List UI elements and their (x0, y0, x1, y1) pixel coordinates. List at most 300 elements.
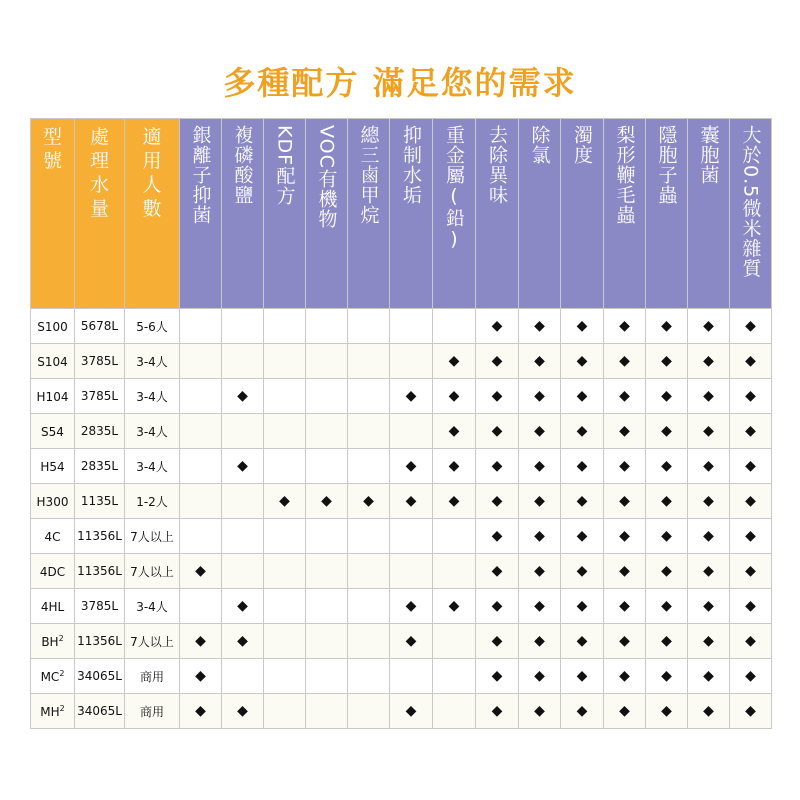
feature-cell (264, 519, 306, 554)
header-feature-label: 去除異味 (486, 125, 508, 205)
feature-cell (730, 519, 772, 554)
diamond-icon: ◆ (703, 458, 714, 474)
feature-cell (519, 694, 561, 729)
feature-cell (688, 309, 730, 344)
feature-cell (180, 624, 222, 659)
feature-cell (688, 659, 730, 694)
feature-cell (348, 309, 390, 344)
capacity-cell: 34065L (75, 694, 125, 729)
feature-cell (180, 659, 222, 694)
diamond-icon: ◆ (703, 598, 714, 614)
header-feature-label: 總三鹵甲烷 (357, 125, 380, 225)
diamond-icon: ◆ (576, 598, 588, 614)
table-body (31, 309, 772, 729)
feature-cell (433, 309, 476, 344)
model-cell (31, 554, 75, 589)
feature-cell (264, 379, 306, 414)
feature-cell (264, 624, 306, 659)
diamond-icon: ◆ (576, 563, 588, 579)
feature-cell (348, 624, 390, 659)
feature-cell (390, 344, 433, 379)
feature-cell (433, 659, 476, 694)
diamond-icon: ◆ (448, 493, 460, 509)
people-cell: 1-2人 (125, 484, 180, 519)
people-cell: 商用 (125, 659, 180, 694)
feature-cell (264, 449, 306, 484)
diamond-icon: ◆ (703, 703, 714, 719)
diamond-icon: ◆ (195, 703, 206, 719)
diamond-icon: ◆ (703, 353, 714, 369)
feature-cell (180, 379, 222, 414)
feature-cell (730, 414, 772, 449)
feature-cell (433, 484, 476, 519)
feature-cell (604, 659, 646, 694)
header-feature-label: KDF配方 (273, 125, 296, 207)
table-row (31, 554, 772, 589)
feature-cell (730, 659, 772, 694)
capacity-cell: 2835L (75, 414, 125, 449)
feature-cell (180, 519, 222, 554)
feature-cell (519, 309, 561, 344)
feature-cell (390, 414, 433, 449)
feature-cell (222, 484, 264, 519)
feature-cell (646, 659, 688, 694)
diamond-icon: ◆ (661, 703, 672, 719)
diamond-icon: ◆ (534, 528, 545, 544)
feature-cell (433, 554, 476, 589)
diamond-icon: ◆ (703, 668, 714, 684)
feature-cell (222, 414, 264, 449)
feature-cell (476, 414, 519, 449)
feature-cell (688, 554, 730, 589)
feature-cell (306, 414, 348, 449)
diamond-icon: ◆ (405, 633, 417, 649)
diamond-icon: ◆ (661, 458, 672, 474)
feature-cell (476, 379, 519, 414)
feature-cell (306, 624, 348, 659)
feature-cell (730, 309, 772, 344)
diamond-icon: ◆ (619, 458, 630, 474)
header-feature (348, 119, 390, 309)
diamond-icon: ◆ (576, 318, 588, 334)
feature-cell (519, 624, 561, 659)
feature-cell (222, 589, 264, 624)
feature-cell (306, 519, 348, 554)
feature-cell (519, 589, 561, 624)
model-name: 4HL (40, 599, 65, 614)
feature-cell (390, 659, 433, 694)
model-cell (31, 414, 75, 449)
model-name: S104 (37, 354, 68, 369)
feature-cell (348, 554, 390, 589)
feature-cell (348, 519, 390, 554)
header-feature (730, 119, 772, 309)
diamond-icon: ◆ (237, 388, 248, 404)
feature-cell (688, 589, 730, 624)
people-cell: 3-4人 (125, 379, 180, 414)
feature-cell (433, 694, 476, 729)
diamond-icon: ◆ (195, 633, 206, 649)
feature-cell (561, 519, 604, 554)
model-name: H300 (36, 494, 69, 509)
feature-cell (604, 309, 646, 344)
header-feature (561, 119, 604, 309)
feature-cell (561, 554, 604, 589)
feature-cell (306, 344, 348, 379)
diamond-icon: ◆ (661, 563, 672, 579)
diamond-icon: ◆ (745, 528, 756, 544)
feature-cell (180, 554, 222, 589)
diamond-icon: ◆ (703, 493, 714, 509)
feature-cell (519, 449, 561, 484)
people-cell: 7人以上 (125, 624, 180, 659)
diamond-icon: ◆ (534, 423, 545, 439)
diamond-icon: ◆ (405, 493, 417, 509)
diamond-icon: ◆ (279, 493, 290, 509)
people-cell: 3-4人 (125, 344, 180, 379)
table-row (31, 344, 772, 379)
model-name: H104 (36, 389, 69, 404)
people-cell: 7人以上 (125, 519, 180, 554)
feature-cell (476, 449, 519, 484)
diamond-icon: ◆ (661, 493, 672, 509)
feature-cell (180, 484, 222, 519)
feature-cell (730, 484, 772, 519)
diamond-icon: ◆ (745, 388, 756, 404)
feature-cell (519, 659, 561, 694)
diamond-icon: ◆ (576, 528, 588, 544)
diamond-icon: ◆ (745, 423, 756, 439)
diamond-icon: ◆ (491, 633, 503, 649)
feature-cell (390, 484, 433, 519)
header-people-label: 適用人數 (142, 126, 162, 220)
feature-cell (476, 659, 519, 694)
diamond-icon: ◆ (491, 668, 503, 684)
header-capacity (75, 119, 125, 309)
model-superscript: 2 (59, 703, 65, 713)
feature-cell (561, 449, 604, 484)
diamond-icon: ◆ (534, 353, 545, 369)
capacity-cell: 2835L (75, 449, 125, 484)
feature-cell (519, 554, 561, 589)
diamond-icon: ◆ (237, 458, 248, 474)
diamond-icon: ◆ (745, 318, 756, 334)
feature-cell (476, 519, 519, 554)
diamond-icon: ◆ (195, 563, 206, 579)
table-row (31, 624, 772, 659)
diamond-icon: ◆ (745, 668, 756, 684)
model-name: MC (40, 669, 60, 684)
feature-cell (433, 519, 476, 554)
diamond-icon: ◆ (619, 388, 630, 404)
diamond-icon: ◆ (576, 703, 588, 719)
feature-cell (306, 449, 348, 484)
capacity-cell: 5678L (75, 309, 125, 344)
diamond-icon: ◆ (534, 563, 545, 579)
model-name: H54 (40, 459, 65, 474)
feature-cell (646, 414, 688, 449)
header-capacity-label: 處理水量 (89, 126, 109, 220)
model-cell (31, 484, 75, 519)
feature-cell (476, 624, 519, 659)
capacity-cell: 3785L (75, 589, 125, 624)
feature-cell (561, 694, 604, 729)
feature-cell (730, 554, 772, 589)
header-feature-label: 隱胞子蟲 (655, 125, 678, 205)
model-cell (31, 624, 75, 659)
diamond-icon: ◆ (576, 388, 588, 404)
feature-cell (180, 694, 222, 729)
feature-cell (604, 519, 646, 554)
diamond-icon: ◆ (703, 633, 714, 649)
header-feature (519, 119, 561, 309)
diamond-icon: ◆ (619, 493, 630, 509)
feature-cell (222, 379, 264, 414)
feature-cell (646, 694, 688, 729)
header-feature-label: 梨形鞭毛蟲 (613, 125, 636, 225)
feature-cell (222, 554, 264, 589)
diamond-icon: ◆ (619, 353, 630, 369)
feature-cell (604, 379, 646, 414)
header-feature (222, 119, 264, 309)
model-name: 4C (44, 529, 61, 544)
feature-cell (730, 344, 772, 379)
model-cell (31, 659, 75, 694)
diamond-icon: ◆ (576, 633, 588, 649)
model-name: S100 (37, 319, 68, 334)
feature-cell (604, 414, 646, 449)
diamond-icon: ◆ (491, 528, 503, 544)
feature-cell (264, 659, 306, 694)
feature-cell (561, 344, 604, 379)
diamond-icon: ◆ (405, 388, 417, 404)
feature-cell (646, 344, 688, 379)
header-feature-label: 囊胞菌 (697, 125, 720, 185)
diamond-icon: ◆ (448, 423, 460, 439)
header-feature-label: 重金屬(鉛) (443, 125, 465, 251)
feature-cell (730, 379, 772, 414)
people-cell: 3-4人 (125, 449, 180, 484)
table-row (31, 659, 772, 694)
feature-cell (476, 484, 519, 519)
feature-cell (306, 589, 348, 624)
diamond-icon: ◆ (534, 598, 545, 614)
capacity-cell: 34065L (75, 659, 125, 694)
feature-cell (604, 554, 646, 589)
diamond-icon: ◆ (237, 598, 248, 614)
diamond-icon: ◆ (619, 318, 630, 334)
diamond-icon: ◆ (448, 598, 460, 614)
capacity-cell: 11356L (75, 519, 125, 554)
diamond-icon: ◆ (534, 493, 545, 509)
diamond-icon: ◆ (619, 633, 630, 649)
diamond-icon: ◆ (491, 388, 503, 404)
feature-cell (604, 484, 646, 519)
feature-cell (730, 449, 772, 484)
feature-cell (561, 659, 604, 694)
feature-cell (306, 379, 348, 414)
diamond-icon: ◆ (491, 563, 503, 579)
feature-cell (476, 589, 519, 624)
feature-cell (476, 694, 519, 729)
feature-cell (604, 694, 646, 729)
people-cell: 7人以上 (125, 554, 180, 589)
model-name: MH (40, 704, 60, 719)
feature-cell (390, 554, 433, 589)
feature-cell (646, 624, 688, 659)
feature-cell (348, 484, 390, 519)
capacity-cell: 11356L (75, 624, 125, 659)
diamond-icon: ◆ (661, 668, 672, 684)
diamond-icon: ◆ (491, 423, 503, 439)
people-cell: 3-4人 (125, 589, 180, 624)
people-cell: 商用 (125, 694, 180, 729)
feature-cell (264, 484, 306, 519)
feature-cell (646, 554, 688, 589)
diamond-icon: ◆ (363, 493, 374, 509)
diamond-icon: ◆ (661, 598, 672, 614)
diamond-icon: ◆ (405, 458, 417, 474)
feature-cell (433, 344, 476, 379)
feature-cell (348, 694, 390, 729)
diamond-icon: ◆ (237, 703, 248, 719)
diamond-icon: ◆ (448, 458, 460, 474)
feature-cell (604, 624, 646, 659)
feature-cell (730, 694, 772, 729)
feature-cell (646, 484, 688, 519)
diamond-icon: ◆ (745, 458, 756, 474)
capacity-cell: 3785L (75, 344, 125, 379)
feature-cell (561, 414, 604, 449)
model-name: 4DC (39, 564, 66, 579)
feature-cell (222, 309, 264, 344)
diamond-icon: ◆ (703, 318, 714, 334)
feature-cell (519, 484, 561, 519)
diamond-icon: ◆ (491, 598, 503, 614)
diamond-icon: ◆ (405, 598, 417, 614)
model-superscript: 2 (59, 668, 65, 678)
feature-cell (688, 379, 730, 414)
diamond-icon: ◆ (661, 353, 672, 369)
header-feature (390, 119, 433, 309)
feature-cell (561, 624, 604, 659)
feature-cell (390, 309, 433, 344)
feature-cell (390, 379, 433, 414)
header-feature (433, 119, 476, 309)
feature-cell (433, 624, 476, 659)
diamond-icon: ◆ (745, 493, 756, 509)
diamond-icon: ◆ (491, 353, 503, 369)
feature-cell (688, 519, 730, 554)
model-cell (31, 344, 75, 379)
feature-cell (730, 589, 772, 624)
feature-cell (646, 449, 688, 484)
feature-cell (476, 344, 519, 379)
header-feature-label: 複磷酸鹽 (231, 125, 254, 205)
feature-cell (306, 484, 348, 519)
header-people (125, 119, 180, 309)
feature-cell (264, 554, 306, 589)
feature-cell (222, 694, 264, 729)
header-row (31, 119, 772, 309)
diamond-icon: ◆ (576, 668, 588, 684)
feature-cell (222, 344, 264, 379)
diamond-icon: ◆ (534, 668, 545, 684)
header-feature-label: 銀離子抑菌 (189, 125, 212, 225)
feature-cell (433, 414, 476, 449)
table-row (31, 589, 772, 624)
table-row (31, 414, 772, 449)
diamond-icon: ◆ (576, 493, 588, 509)
feature-cell (264, 694, 306, 729)
feature-cell (390, 624, 433, 659)
feature-cell (730, 624, 772, 659)
feature-cell (519, 379, 561, 414)
diamond-icon: ◆ (619, 563, 630, 579)
feature-cell (433, 379, 476, 414)
diamond-icon: ◆ (576, 458, 588, 474)
diamond-icon: ◆ (661, 318, 672, 334)
page-title: 多種配方 滿足您的需求 (223, 64, 577, 102)
diamond-icon: ◆ (195, 668, 206, 684)
diamond-icon: ◆ (448, 388, 460, 404)
feature-cell (222, 624, 264, 659)
table-row (31, 694, 772, 729)
feature-cell (604, 344, 646, 379)
diamond-icon: ◆ (534, 318, 545, 334)
diamond-icon: ◆ (703, 388, 714, 404)
people-cell: 3-4人 (125, 414, 180, 449)
feature-cell (222, 659, 264, 694)
feature-cell (348, 344, 390, 379)
diamond-icon: ◆ (619, 528, 630, 544)
feature-cell (604, 449, 646, 484)
diamond-icon: ◆ (448, 353, 460, 369)
diamond-icon: ◆ (491, 703, 503, 719)
capacity-cell: 1135L (75, 484, 125, 519)
header-feature-label: 大於0.5微米雜質 (739, 125, 762, 279)
diamond-icon: ◆ (491, 458, 503, 474)
feature-cell (646, 519, 688, 554)
header-feature-label: 濁度 (571, 125, 593, 165)
feature-cell (264, 414, 306, 449)
diamond-icon: ◆ (534, 703, 545, 719)
diamond-icon: ◆ (703, 528, 714, 544)
header-feature-label: 除氯 (528, 125, 551, 165)
feature-cell (264, 344, 306, 379)
feature-cell (433, 589, 476, 624)
diamond-icon: ◆ (703, 423, 714, 439)
header-feature (264, 119, 306, 309)
feature-cell (264, 589, 306, 624)
model-name: BH (41, 634, 59, 649)
header-feature (688, 119, 730, 309)
model-cell (31, 589, 75, 624)
feature-cell (688, 449, 730, 484)
diamond-icon: ◆ (619, 703, 630, 719)
feature-cell (390, 449, 433, 484)
model-cell (31, 379, 75, 414)
header-feature (646, 119, 688, 309)
diamond-icon: ◆ (237, 633, 248, 649)
header-model (31, 119, 75, 309)
table-row (31, 449, 772, 484)
header-feature (476, 119, 519, 309)
table-row (31, 379, 772, 414)
feature-cell (264, 309, 306, 344)
feature-cell (561, 484, 604, 519)
diamond-icon: ◆ (661, 633, 672, 649)
